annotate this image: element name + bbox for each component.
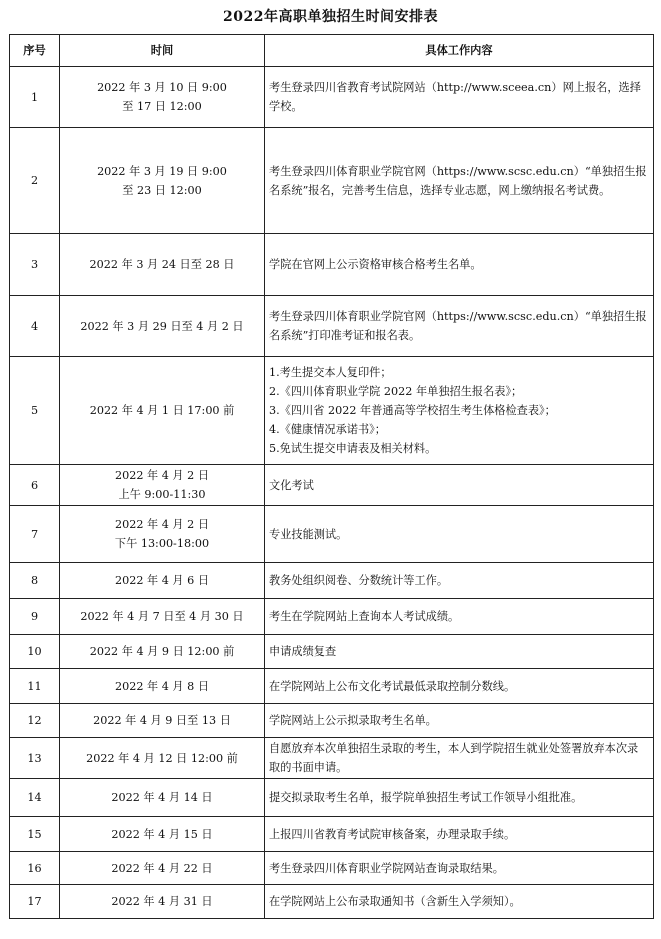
row-time [60,128,265,234]
content-line: 考生登录四川体育职业学院官网（https://www.scsc.edu.cn）“单独招生报名系统”打印准考证和报名表。 [269,310,647,342]
time-line: 2022 年 4 月 9 日至 13 日 [93,714,231,727]
table-row [10,563,654,599]
row-content [265,234,654,296]
row-content [265,669,654,704]
row-time [60,563,265,599]
row-content [265,704,654,738]
row-content [265,357,654,465]
table-row [10,296,654,357]
time-line: 2022 年 4 月 31 日 [111,895,213,908]
table-row [10,506,654,563]
time-line: 2022 年 4 月 9 日 12:00 前 [89,645,235,658]
time-line: 至 17 日 12:00 [122,100,202,113]
table-row [10,128,654,234]
header-num: 序号 [10,35,60,67]
row-time [60,296,265,357]
row-content [265,67,654,128]
content-line: 2.《四川体育职业学院 2022 年单独招生报名表》； [269,385,523,398]
time-line: 2022 年 4 月 2 日 [114,518,210,531]
time-line: 2022 年 4 月 14 日 [111,791,213,804]
content-line: 在学院网站上公布录取通知书（含新生入学须知）。 [269,895,521,908]
row-time [60,465,265,506]
time-line: 上午 9:00-11:30 [118,488,206,501]
table-row [10,704,654,738]
row-content [265,506,654,563]
content-line: 自愿放弃本次单独招生录取的考生，本人到学院招生就业处签署放弃本次录取的书面申请。 [269,742,639,774]
content-line: 考生登录四川省教育考试院网站（http://www.sceea.cn）网上报名，选择学校。 [269,81,641,113]
content-line: 文化考试 [269,478,314,492]
row-time [60,234,265,296]
row-content [265,779,654,817]
time-line: 2022 年 4 月 8 日 [114,679,210,693]
row-time [60,738,265,779]
table-row [10,885,654,919]
time-line: 2022 年 3 月 29 日至 4 月 2 日 [80,319,244,333]
row-time [60,669,265,704]
time-line: 2022 年 4 月 12 日 12:00 前 [86,751,238,765]
row-number: 3 [10,234,60,296]
content-line: 专业技能测试。 [269,527,348,541]
table-header-row [10,35,654,67]
table-row [10,817,654,852]
row-number: 14 [10,779,60,817]
row-time [60,704,265,738]
row-time [60,506,265,563]
content-line: 上报四川省教育考试院审核备案，办理录取手续。 [269,827,516,841]
row-number: 1 [10,67,60,128]
content-line: 学院网站上公示拟录取考生名单。 [269,714,437,727]
content-line: 在学院网站上公布文化考试最低录取控制分数线。 [269,679,516,693]
content-line: 考生在学院网站上查询本人考试成绩。 [269,610,460,623]
content-line: 考生登录四川体育职业学院网站查询录取结果。 [269,861,504,875]
row-content [265,852,654,885]
header-content: 具体工作内容 [265,35,654,67]
row-content [265,885,654,919]
table-row [10,599,654,635]
table-row [10,357,654,465]
table-row [10,669,654,704]
time-line: 下午 13:00-18:00 [114,537,210,550]
row-number: 4 [10,296,60,357]
row-time [60,599,265,635]
row-content [265,738,654,779]
row-number: 8 [10,563,60,599]
content-line: 5.免试生提交申请表及相关材料。 [269,442,437,455]
row-number: 10 [10,635,60,669]
row-time [60,817,265,852]
row-number: 5 [10,357,60,465]
table-row [10,779,654,817]
time-line: 2022 年 4 月 1 日 17:00 前 [89,404,235,417]
time-line: 2022 年 3 月 24 日至 28 日 [89,258,235,271]
schedule-table [9,34,654,919]
content-line: 学院在官网上公示资格审核合格考生名单。 [269,258,482,271]
row-number: 15 [10,817,60,852]
row-time [60,885,265,919]
table-row [10,738,654,779]
table-row [10,67,654,128]
row-time [60,357,265,465]
row-number: 6 [10,465,60,506]
row-content [265,296,654,357]
time-line: 2022 年 4 月 6 日 [114,574,210,587]
row-number: 11 [10,669,60,704]
header-time: 时间 [60,35,265,67]
row-number: 9 [10,599,60,635]
row-number: 7 [10,506,60,563]
time-line: 2022 年 4 月 7 日至 4 月 30 日 [80,610,244,623]
row-content [265,563,654,599]
row-time [60,852,265,885]
row-content [265,128,654,234]
row-number: 2 [10,128,60,234]
time-line: 2022 年 4 月 15 日 [111,827,213,841]
row-time [60,635,265,669]
time-line: 2022 年 3 月 10 日 9:00 [97,81,227,94]
time-line: 至 23 日 12:00 [122,183,202,197]
content-line: 1.考生提交本人复印件； [269,366,392,379]
row-time [60,779,265,817]
row-number: 16 [10,852,60,885]
row-content [265,817,654,852]
content-line: 4.《健康情况承诺书》； [269,423,386,436]
row-content [265,465,654,506]
time-line: 2022 年 4 月 22 日 [111,861,213,875]
content-line: 考生登录四川体育职业学院官网（https://www.scsc.edu.cn）“单独招生报名系统”报名，完善考生信息，选择专业志愿，网上缴纳报名考试费。 [269,164,647,197]
row-content [265,599,654,635]
row-content [265,635,654,669]
table-row [10,852,654,885]
table-row [10,465,654,506]
content-line: 提交拟录取考生名单，报学院单独招生考试工作领导小组批准。 [269,791,583,804]
row-number: 17 [10,885,60,919]
table-row [10,234,654,296]
content-line: 申请成绩复查 [269,645,337,658]
row-time [60,67,265,128]
page-title: 2022年高职单独招生时间安排表 [223,9,438,25]
table-row [10,635,654,669]
time-line: 2022 年 3 月 19 日 9:00 [97,164,227,178]
row-number: 12 [10,704,60,738]
row-number: 13 [10,738,60,779]
content-line: 3.《四川省 2022 年普通高等学校招生考生体格检查表》； [269,404,556,417]
table-body [10,67,654,919]
time-line: 2022 年 4 月 2 日 [114,469,210,482]
content-line: 教务处组织阅卷、分数统计等工作。 [269,574,449,587]
